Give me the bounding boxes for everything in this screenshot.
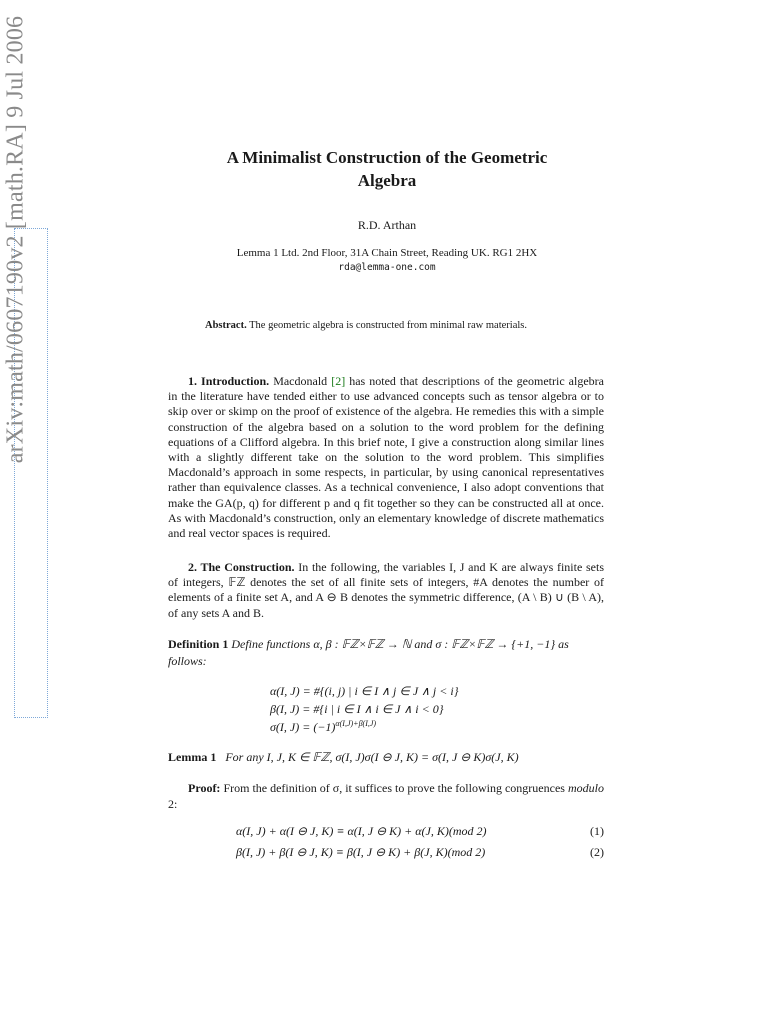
definition-label: Definition 1: [168, 637, 229, 651]
equation-sigma-exponent: α(I,J)+β(I,J): [335, 719, 377, 728]
equation-1-number: (1): [590, 824, 604, 838]
section-introduction: [168, 374, 604, 541]
author-name: R.D. Arthan: [357, 218, 417, 232]
proof-modulo-number: 2:: [168, 797, 178, 811]
construction-heading: 2. The Construction.: [188, 560, 295, 574]
intro-text-a: Macdonald: [273, 374, 332, 388]
paper-title: [150, 146, 624, 192]
title-line-2: Algebra: [357, 171, 417, 190]
abstract-text: The geometric algebra is constructed from minimal raw materials.: [249, 320, 527, 331]
numbered-equation-2: [168, 845, 604, 863]
author-affiliation: Lemma 1 Ltd. 2nd Floor, 31A Chain Street, Reading UK. RG1 2HX: [236, 247, 538, 259]
citation-link[interactable]: [2]: [331, 374, 346, 388]
intro-heading: 1. Introduction.: [188, 374, 270, 388]
section-construction: [168, 560, 604, 621]
intro-text-b: has noted that descriptions of the geometric algebra in the literature have tended either to use advanced concepts such as tensor algebra or to skip over or skimp on the proof of existence of the algebra. He remedies this with a simple construction of the algebra based on a solution to the word problem for the defining equations of a Clifford algebra. In this brief note, I give a construction along similar lines with a slightly different take on the solution to the word problem. This simplifies Macdonald’s approach in some respects, in particular, by using canonical representatives rather than equivalence classes. As a technical convenience, I also adopt conventions that make the GA(p, q) for different p and q fit together so they can be constructed all at once. As with Macdonald’s construction, only an elementary knowledge of discrete mathematics and real vector spaces is required.: [168, 374, 604, 541]
equation-alpha: α(I, J) = #{(i, j) | i ∈ I ∧ j ∈ J ∧ j < i}: [270, 684, 459, 698]
lemma-label: Lemma 1: [168, 750, 217, 764]
equation-2-body: β(I, J) + β(I ⊖ J, K) ≡ β(I, J ⊖ K) + β(J, K)(mod 2): [236, 845, 486, 859]
equation-1-body: α(I, J) + α(I ⊖ J, K) ≡ α(I, J ⊖ K) + α(J, K)(mod 2): [236, 824, 487, 838]
title-line-1: A Minimalist Construction of the Geometric: [226, 148, 548, 167]
proof-modulo: modulo: [567, 781, 604, 795]
definition-1: [168, 636, 604, 670]
numbered-equation-1: [168, 824, 604, 842]
abstract: [205, 318, 575, 333]
definition-equations: [270, 682, 570, 736]
equation-2-number: (2): [590, 845, 604, 859]
equation-sigma: [270, 718, 570, 736]
equation-sigma-base: σ(I, J) = (−1): [270, 720, 336, 734]
proof-block: [168, 780, 604, 812]
abstract-label: Abstract.: [205, 320, 247, 331]
proof-label: Proof:: [188, 781, 221, 795]
proof-text: From the definition of σ, it suffices to prove the following congruences: [223, 781, 565, 795]
arxiv-identifier: arXiv:math/0607190v2 [math.RA] 9 Jul 2006: [2, 15, 29, 464]
lemma-text: For any I, J, K ∈ 𝔽ℤ, σ(I, J)σ(I ⊖ J, K) = σ(I, J ⊖ K)σ(J, K): [225, 750, 519, 764]
author-email: rda@lemma-one.com: [338, 262, 436, 273]
definition-text: Define functions α, β : 𝔽ℤ×𝔽ℤ → ℕ and σ : 𝔽ℤ×𝔽ℤ → {+1, −1} as follows:: [168, 637, 569, 668]
equation-beta: β(I, J) = #{i | i ∈ I ∧ i ∈ J ∧ i < 0}: [270, 702, 444, 716]
construction-text: In the following, the variables I, J and K are always finite sets of integers, 𝔽ℤ denotes the set of all finite sets of integers, #A denotes the number of elements of a finite set A, and A ⊖ B denotes the symmetric difference, (A \ B) ∪ (B \ A), of any sets A and B.: [168, 560, 605, 620]
lemma-1: [168, 750, 608, 765]
